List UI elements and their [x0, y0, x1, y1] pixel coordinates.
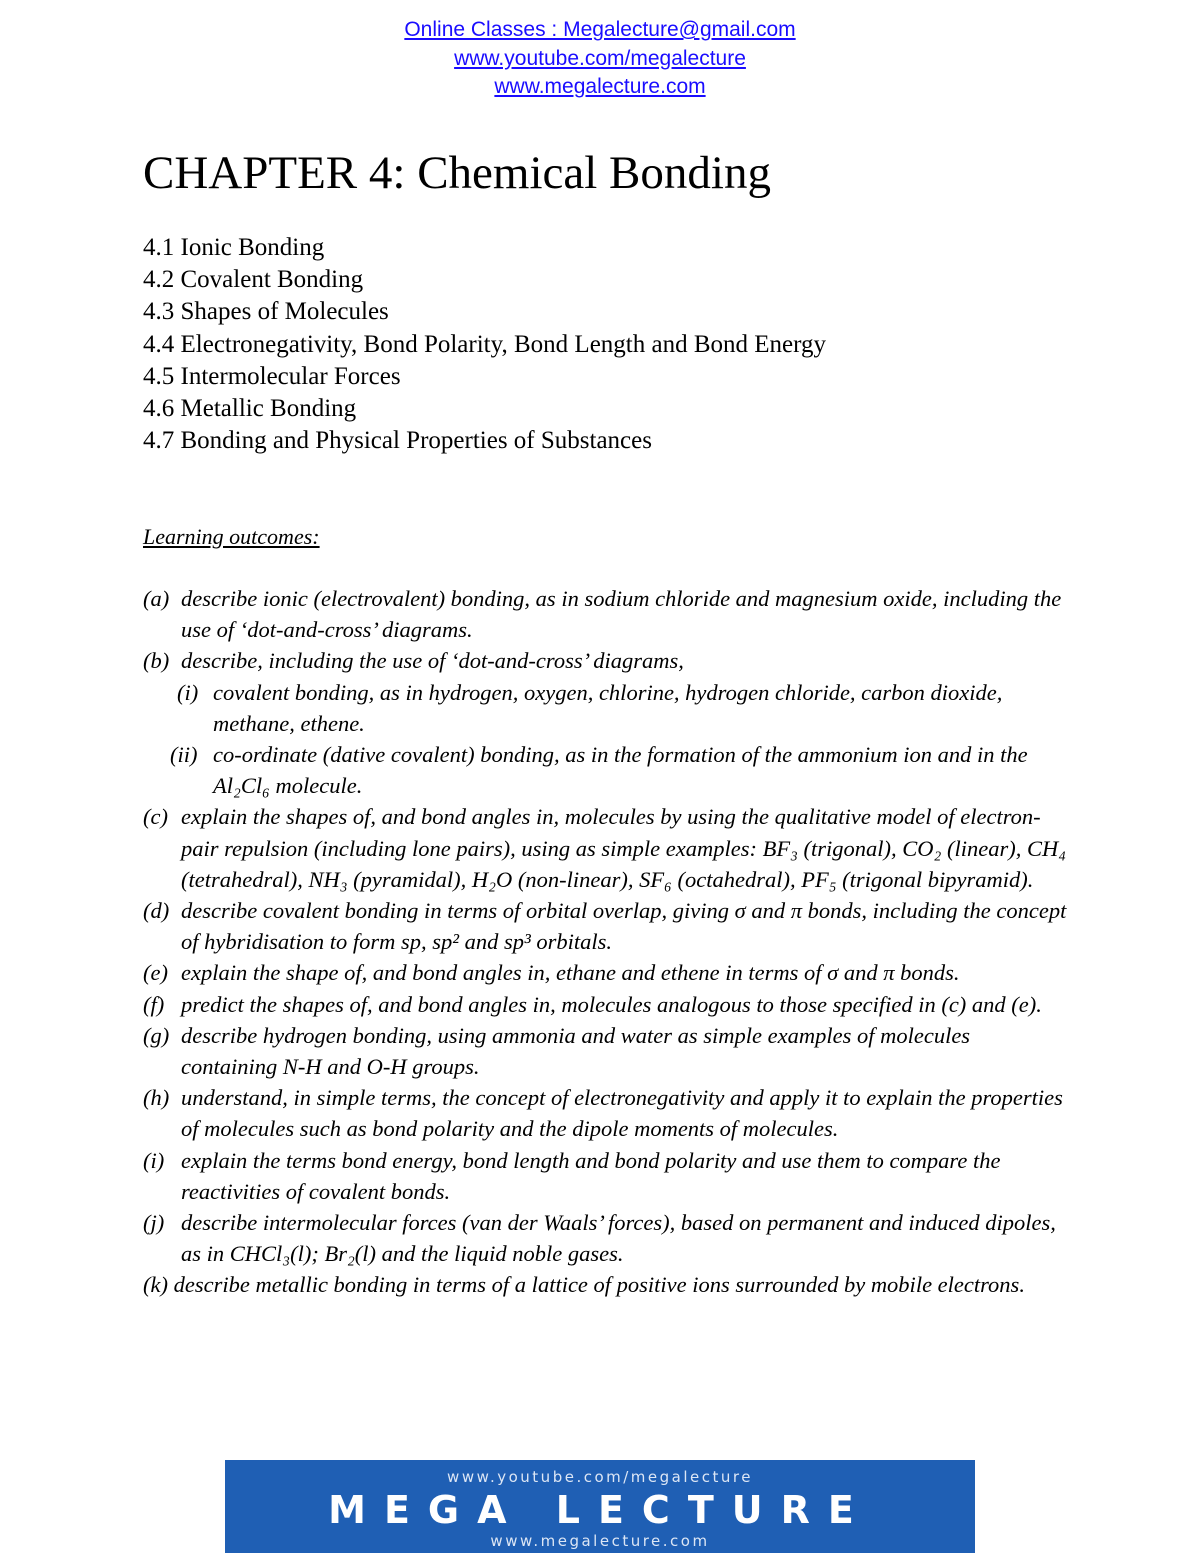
outcome-c [143, 801, 1068, 895]
youtube-link[interactable]: www.youtube.com/megalecture [454, 46, 746, 70]
outcome-label: (b) [143, 648, 170, 674]
outcome-text: co-ordinate (dative covalent) bonding, as in the formation of the ammonium ion and in the Al₂Cl₆ molecule. [213, 742, 1028, 799]
outcome-label: (g) [143, 1022, 170, 1048]
header-links [0, 16, 1200, 102]
outcome-h [143, 1082, 1068, 1144]
outcome-label: (d) [143, 898, 170, 924]
outcome-text: understand, in simple terms, the concept of electronegativity and apply it to explain the properties of molecules such as bond polarity and the dipole moments of molecules. [181, 1085, 1063, 1142]
outcome-e [143, 957, 1068, 988]
outcome-text: covalent bonding, as in hydrogen, oxygen, chlorine, hydrogen chloride, carbon dioxide, methane, ethene. [213, 679, 1003, 736]
outcome-label: (j) [143, 1210, 165, 1236]
banner-website-url: www.megalecture.com [490, 1532, 710, 1550]
outcome-label: (a) [143, 586, 170, 611]
outcome-d [143, 895, 1068, 957]
banner-youtube-url: www.youtube.com/megalecture [447, 1468, 753, 1486]
outcome-a [143, 583, 1068, 645]
chapter-title: CHAPTER 4: Chemical Bonding [143, 147, 771, 199]
outcome-text: explain the terms bond energy, bond length and bond polarity and use them to compare the reactivities of covalent bonds. [181, 1147, 1001, 1204]
outcome-text: describe covalent bonding in terms of orbital overlap, giving σ and π bonds, including the concept of hybridisation to form sp, sp² and sp³ orbitals. [181, 898, 1067, 955]
outcome-text: describe metallic bonding in terms of a lattice of positive ions surrounded by mobile electrons. [173, 1272, 1025, 1298]
toc-item: 4.2 Covalent Bonding [143, 266, 364, 294]
outcome-label: (ii) [170, 742, 198, 768]
outcome-f [143, 989, 1068, 1020]
outcome-b-i [143, 677, 1068, 739]
toc-item: 4.5 Intermolecular Forces [143, 362, 401, 390]
learning-outcomes-list [143, 583, 1068, 1301]
toc-item: 4.7 Bonding and Physical Properties of Substances [143, 427, 652, 455]
outcome-label: (i) [177, 679, 199, 705]
outcome-b-ii [143, 739, 1068, 801]
outcome-label: (i) [143, 1147, 165, 1173]
banner-brand-logo: MEGA LECTURE [328, 1488, 872, 1532]
outcome-label: (f) [143, 991, 165, 1017]
toc-item: 4.3 Shapes of Molecules [143, 298, 389, 326]
outcome-k [143, 1269, 1068, 1300]
outcome-label: (e) [143, 960, 168, 986]
toc-item: 4.6 Metallic Bonding [143, 395, 357, 423]
learning-outcomes-heading: Learning outcomes: [143, 524, 320, 549]
outcome-text: explain the shape of, and bond angles in, ethane and ethene in terms of σ and π bonds. [181, 960, 960, 986]
outcome-g [143, 1020, 1068, 1082]
toc-item: 4.4 Electronegativity, Bond Polarity, Bond Length and Bond Energy [143, 330, 826, 358]
outcome-label: (k) [143, 1272, 168, 1298]
outcome-i [143, 1145, 1068, 1207]
toc-item: 4.1 Ionic Bonding [143, 234, 325, 261]
outcome-text: describe intermolecular forces (van der Waals’ forces), based on permanent and induced dipoles, as in CHCl₃(l); Br₂(l) and the liquid noble gases. [181, 1210, 1056, 1267]
table-of-contents [143, 232, 826, 457]
website-link[interactable]: www.megalecture.com [494, 75, 706, 98]
outcome-text: describe, including the use of ‘dot-and-cross’ diagrams, [181, 648, 684, 674]
outcome-b [143, 645, 1068, 676]
outcome-label: (h) [143, 1085, 170, 1111]
outcome-text: explain the shapes of, and bond angles in, molecules by using the qualitative model of electron-pair repulsion (including lone pairs), using as simple examples: BF₃ (trigonal), CO₂ (linear), CH₄ (tetrahedral), NH₃ (pyramidal), H₂O (non-linear), SF₆ (octahedral), PF₅ (trigonal bipyramid). [181, 804, 1067, 892]
outcome-j [143, 1207, 1068, 1269]
outcome-text: predict the shapes of, and bond angles in, molecules analogous to those specified in (c) and (e). [181, 991, 1042, 1017]
email-link[interactable]: Online Classes : Megalecture@gmail.com [404, 18, 796, 41]
mega-lecture-banner [225, 1460, 975, 1553]
outcome-text: describe ionic (electrovalent) bonding, as in sodium chloride and magnesium oxide, including the use of ‘dot-and-cross’ diagrams. [181, 586, 1062, 643]
outcome-text: describe hydrogen bonding, using ammonia and water as simple examples of molecules containing N-H and O-H groups. [181, 1022, 971, 1080]
outcome-label: (c) [143, 804, 168, 830]
